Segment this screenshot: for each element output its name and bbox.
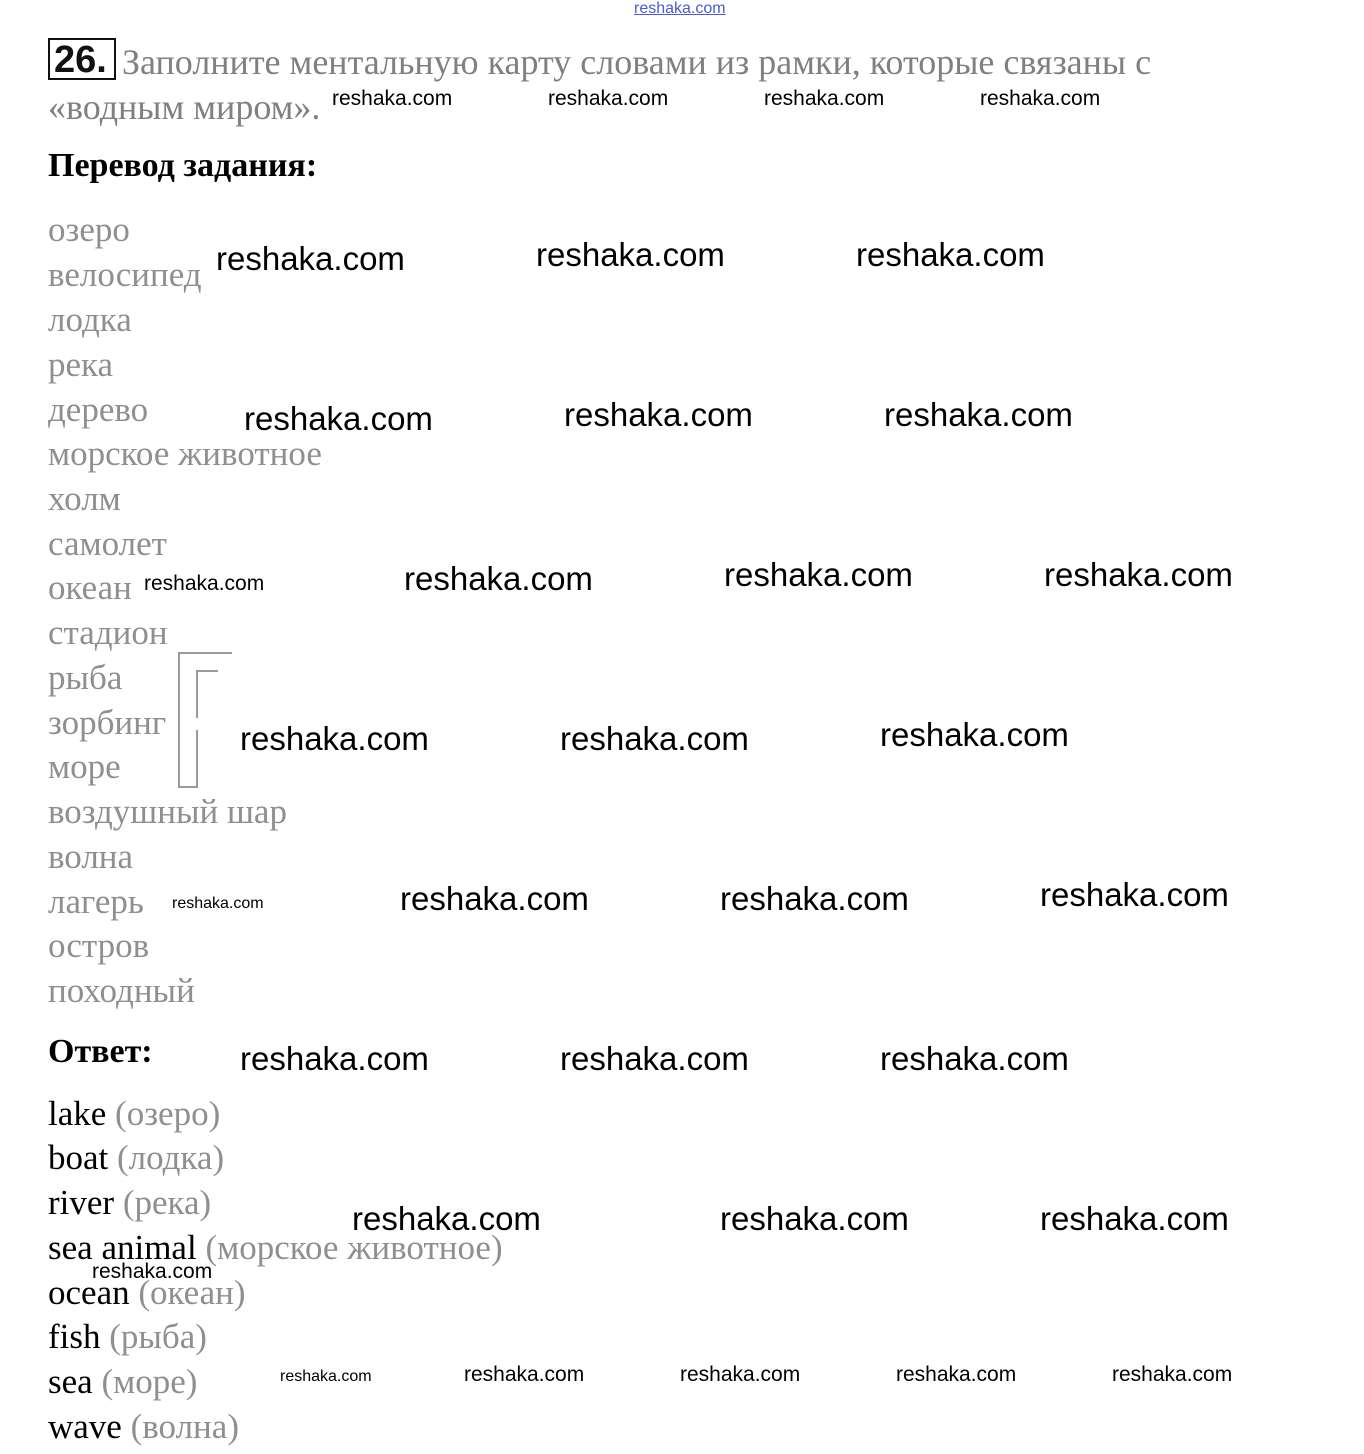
answer-item <box>48 1362 197 1402</box>
watermark: reshaka.com <box>980 87 1101 110</box>
word-item: остров <box>48 926 150 965</box>
answer-russian: (река) <box>122 1183 212 1222</box>
watermark: reshaka.com <box>216 240 405 277</box>
frame-bracket-inner-top <box>196 670 218 718</box>
watermark: reshaka.com <box>764 87 885 110</box>
word-item: рыба <box>48 658 123 697</box>
watermark: reshaka.com <box>144 572 265 595</box>
watermark: reshaka.com <box>240 720 429 757</box>
watermark: reshaka.com <box>680 1363 801 1386</box>
answer-item <box>48 1407 239 1447</box>
answer-english: sea <box>48 1362 93 1401</box>
watermark: reshaka.com <box>560 720 749 757</box>
word-item: море <box>48 747 121 786</box>
watermark: reshaka.com <box>172 895 264 912</box>
answer-russian: (волна) <box>130 1407 239 1446</box>
answer-russian: (море) <box>101 1362 198 1401</box>
watermark: reshaka.com <box>724 556 913 593</box>
answer-english: ocean <box>48 1273 139 1312</box>
answer-russian: (морское животное) <box>205 1228 503 1267</box>
watermark: reshaka.com <box>464 1363 585 1386</box>
word-item: морское животное <box>48 434 322 473</box>
watermark: reshaka.com <box>884 396 1073 433</box>
watermark: reshaka.com <box>404 560 593 597</box>
word-item: океан <box>48 568 132 607</box>
watermark: reshaka.com <box>1040 1200 1229 1237</box>
watermark: reshaka.com <box>720 880 909 917</box>
word-item: зорбинг <box>48 703 167 742</box>
answer-heading: Ответ: <box>48 1033 153 1070</box>
answer-item <box>48 1094 220 1134</box>
watermark: reshaka.com <box>564 396 753 433</box>
translation-heading: Перевод задания: <box>48 147 318 184</box>
watermark: reshaka.com <box>400 880 589 917</box>
watermark: reshaka.com <box>536 236 725 273</box>
watermark: reshaka.com <box>244 400 433 437</box>
word-item: волна <box>48 837 134 876</box>
answer-english: lake <box>48 1094 107 1133</box>
watermark: reshaka.com <box>560 1040 749 1077</box>
answer-english: wave <box>48 1407 122 1446</box>
watermark: reshaka.com <box>1040 876 1229 913</box>
word-item: самолет <box>48 524 167 563</box>
watermark: reshaka.com <box>1112 1363 1233 1386</box>
answer-russian: (лодка) <box>117 1138 225 1177</box>
word-item: холм <box>48 479 121 518</box>
answer-english: sea animal <box>48 1228 197 1267</box>
word-item: стадион <box>48 613 168 652</box>
answer-item <box>48 1183 211 1223</box>
watermark: reshaka.com <box>548 87 669 110</box>
watermark: reshaka.com <box>720 1200 909 1237</box>
answer-english: fish <box>48 1317 101 1356</box>
watermark: reshaka.com <box>896 1363 1017 1386</box>
word-item: озеро <box>48 210 130 249</box>
answer-russian: (рыба) <box>109 1317 207 1356</box>
word-item: походный <box>48 971 195 1010</box>
watermark: reshaka.com <box>240 1040 429 1077</box>
task-text-line1: Заполните ментальную карту словами из рамки, которые связаны с <box>122 42 1152 82</box>
watermark: reshaka.com <box>1044 556 1233 593</box>
watermark: reshaka.com <box>280 1368 372 1385</box>
frame-bracket-inner-bottom <box>178 730 198 788</box>
answer-item <box>48 1138 224 1178</box>
word-item: лагерь <box>48 882 144 921</box>
answer-russian: (океан) <box>138 1273 246 1312</box>
task-text-line2: «водным миром». <box>48 87 321 127</box>
watermark: reshaka.com <box>856 236 1045 273</box>
word-item: велосипед <box>48 255 202 294</box>
answer-item <box>48 1317 207 1357</box>
site-link[interactable]: reshaka.com <box>634 0 726 17</box>
word-item: дерево <box>48 390 149 429</box>
watermark: reshaka.com <box>352 1200 541 1237</box>
watermark: reshaka.com <box>880 1040 1069 1077</box>
watermark: reshaka.com <box>332 87 453 110</box>
watermark: reshaka.com <box>92 1260 213 1283</box>
word-item: река <box>48 345 114 384</box>
answer-russian: (озеро) <box>115 1094 221 1133</box>
watermark: reshaka.com <box>880 716 1069 753</box>
word-item: воздушный шар <box>48 792 287 831</box>
word-item: лодка <box>48 300 132 339</box>
answer-english: river <box>48 1183 115 1222</box>
task-number: 26. <box>54 39 107 81</box>
answer-english: boat <box>48 1138 109 1177</box>
